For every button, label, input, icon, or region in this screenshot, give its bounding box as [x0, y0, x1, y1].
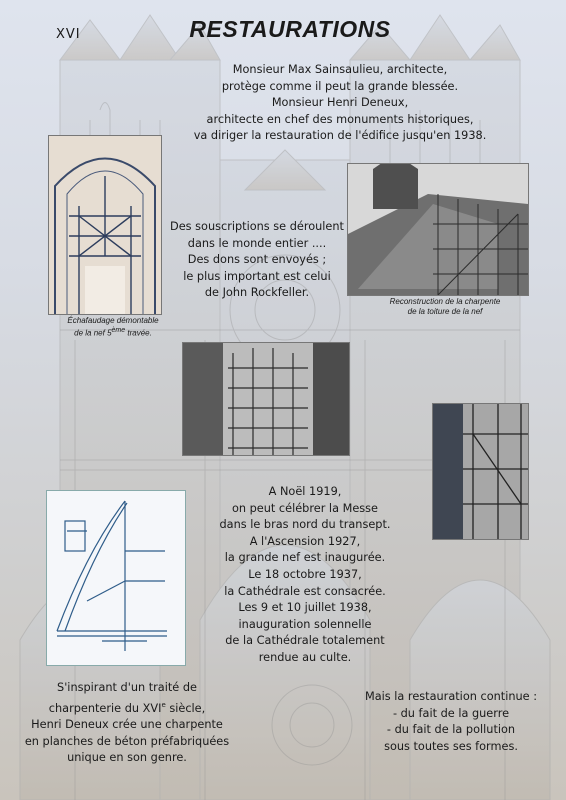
chronology-line: Le 18 octobre 1937, [248, 567, 362, 581]
scaffold-caption [48, 316, 178, 339]
scaffold-sketch-photo [48, 135, 162, 315]
roof-caption-line: de la toiture de la nef [407, 307, 483, 316]
scaffold-detail-photo [432, 403, 529, 540]
chronology-line: dans le bras nord du transept. [219, 518, 391, 532]
subscriptions-line: de John Rockfeller. [204, 286, 310, 300]
continuation-line: - du fait de la pollution [386, 723, 516, 737]
intro-line: protège comme il peut la grande blessée. [221, 79, 459, 93]
facade-scaffolding-photo [182, 342, 350, 456]
subscriptions-line: le plus important est celui [183, 269, 331, 283]
intro-line: architecte en chef des monuments historiques, [206, 112, 474, 126]
chronology-line: rendue au culte. [258, 650, 352, 664]
chronology-line: A l'Ascension 1927, [249, 534, 361, 548]
charpente-paragraph [12, 680, 242, 767]
chronology-paragraph [205, 484, 405, 667]
charpente-line: S'inspirant d'un traité de [57, 681, 197, 694]
charpente-blueprint-drawing [47, 491, 185, 665]
facade-scaffolding-drawing [183, 343, 349, 455]
roof-reconstruction-photo [347, 163, 529, 296]
scaffold-sketch-drawing [49, 136, 161, 314]
chronology-line: on peut célébrer la Messe [231, 501, 379, 515]
scaffold-caption-line: Échafaudage démontable [67, 316, 159, 325]
subscriptions-line: Des souscriptions se déroulent [170, 220, 344, 233]
continuation-line: sous toutes ses formes. [384, 739, 518, 753]
roof-caption [370, 297, 520, 317]
charpente-line: Henri Deneux crée une charpente [31, 717, 223, 731]
page-title: RESTAURATIONS [189, 16, 391, 42]
chronology-line: Les 9 et 10 juillet 1938, [238, 601, 372, 615]
subscriptions-line: Des dons sont envoyés ; [187, 253, 327, 267]
chronology-line: A Noël 1919, [268, 485, 342, 498]
charpente-line: en planches de béton préfabriquées [24, 734, 230, 748]
chronology-line: la grande nef est inaugurée. [224, 551, 386, 565]
intro-line: va diriger la restauration de l'édifice jusqu'en 1938. [193, 129, 487, 143]
intro-line: Monsieur Henri Deneux, [271, 96, 409, 110]
chronology-line: la Cathédrale est consacrée. [224, 584, 386, 598]
scaffold-detail-drawing [433, 404, 528, 539]
subscriptions-paragraph [162, 219, 352, 302]
charpente-blueprint [46, 490, 186, 666]
continuation-paragraph [346, 689, 556, 755]
intro-paragraph [175, 62, 505, 145]
roof-reconstruction-drawing [348, 164, 528, 295]
page-number: XVI [56, 27, 81, 42]
intro-line: Monsieur Max Sainsaulieu, architecte, [232, 63, 448, 76]
scaffold-caption-line: de la nef 5ème travée. [74, 327, 152, 338]
chronology-line: inauguration solennelle [238, 617, 372, 631]
charpente-line: charpenterie du XVIe siècle, [48, 700, 206, 715]
chronology-line: de la Cathédrale totalement [225, 634, 385, 648]
subscriptions-line: dans le monde entier .... [187, 236, 327, 250]
continuation-line: Mais la restauration continue : [365, 690, 537, 703]
charpente-line: unique en son genre. [67, 751, 187, 765]
continuation-line: - du fait de la guerre [392, 706, 510, 720]
roof-caption-line: Reconstruction de la charpente [389, 297, 501, 306]
